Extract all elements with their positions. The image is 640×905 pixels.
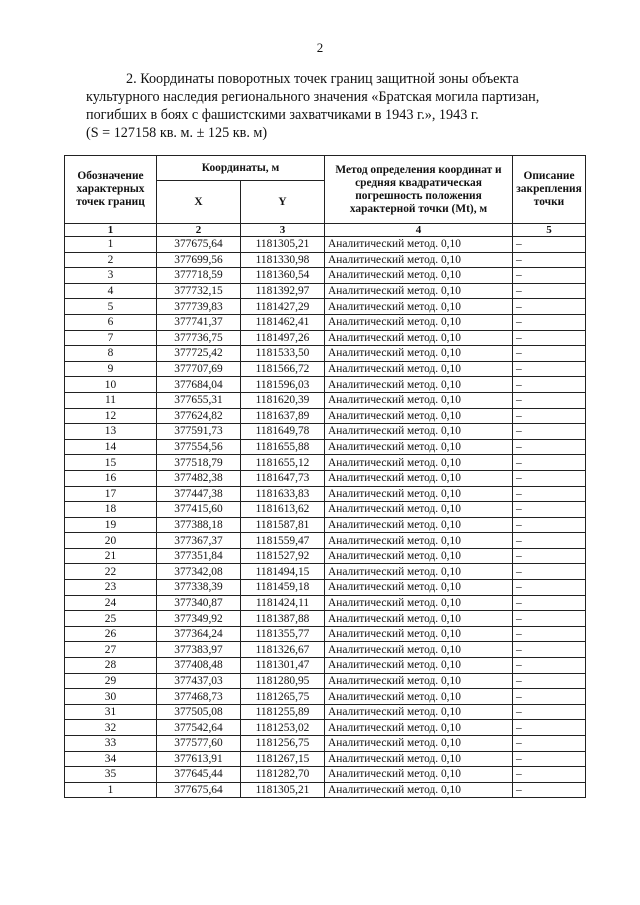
description-cell: – bbox=[513, 626, 586, 642]
y-cell: 1181392,97 bbox=[241, 283, 325, 299]
point-cell: 33 bbox=[65, 736, 157, 752]
x-cell: 377367,37 bbox=[157, 533, 241, 549]
point-cell: 30 bbox=[65, 689, 157, 705]
description-cell: – bbox=[513, 314, 586, 330]
table-row bbox=[65, 673, 586, 689]
heading-line-3: погибших в боях с фашистскими захватчиками в 1943 г.», 1943 г. bbox=[86, 107, 479, 123]
method-cell: Аналитический метод. 0,10 bbox=[325, 751, 513, 767]
x-cell: 377482,38 bbox=[157, 470, 241, 486]
point-cell: 24 bbox=[65, 595, 157, 611]
description-cell: – bbox=[513, 455, 586, 471]
description-cell: – bbox=[513, 408, 586, 424]
description-cell: – bbox=[513, 502, 586, 518]
x-cell: 377388,18 bbox=[157, 517, 241, 533]
point-cell: 35 bbox=[65, 767, 157, 783]
x-cell: 377725,42 bbox=[157, 346, 241, 362]
point-cell: 9 bbox=[65, 361, 157, 377]
y-cell: 1181305,21 bbox=[241, 237, 325, 253]
table-row bbox=[65, 767, 586, 783]
x-cell: 377340,87 bbox=[157, 595, 241, 611]
x-cell: 377408,48 bbox=[157, 658, 241, 674]
method-cell: Аналитический метод. 0,10 bbox=[325, 595, 513, 611]
method-cell: Аналитический метод. 0,10 bbox=[325, 268, 513, 284]
x-cell: 377645,44 bbox=[157, 767, 241, 783]
table-row bbox=[65, 533, 586, 549]
table-row bbox=[65, 548, 586, 564]
point-cell: 18 bbox=[65, 502, 157, 518]
x-cell: 377684,04 bbox=[157, 377, 241, 393]
point-cell: 3 bbox=[65, 268, 157, 284]
method-cell: Аналитический метод. 0,10 bbox=[325, 470, 513, 486]
description-cell: – bbox=[513, 564, 586, 580]
method-cell: Аналитический метод. 0,10 bbox=[325, 502, 513, 518]
x-cell: 377675,64 bbox=[157, 782, 241, 798]
header-x: X bbox=[157, 181, 241, 224]
x-cell: 377732,15 bbox=[157, 283, 241, 299]
description-cell: – bbox=[513, 470, 586, 486]
y-cell: 1181587,81 bbox=[241, 517, 325, 533]
point-cell: 26 bbox=[65, 626, 157, 642]
table-row bbox=[65, 580, 586, 596]
table-row bbox=[65, 736, 586, 752]
x-cell: 377338,39 bbox=[157, 580, 241, 596]
point-cell: 6 bbox=[65, 314, 157, 330]
column-number: 3 bbox=[241, 224, 325, 237]
point-cell: 1 bbox=[65, 237, 157, 253]
x-cell: 377554,56 bbox=[157, 439, 241, 455]
y-cell: 1181280,95 bbox=[241, 673, 325, 689]
x-cell: 377624,82 bbox=[157, 408, 241, 424]
x-cell: 377518,79 bbox=[157, 455, 241, 471]
x-cell: 377468,73 bbox=[157, 689, 241, 705]
description-cell: – bbox=[513, 424, 586, 440]
x-cell: 377739,83 bbox=[157, 299, 241, 315]
y-cell: 1181647,73 bbox=[241, 470, 325, 486]
table-row bbox=[65, 377, 586, 393]
x-cell: 377447,38 bbox=[157, 486, 241, 502]
method-cell: Аналитический метод. 0,10 bbox=[325, 704, 513, 720]
table-row bbox=[65, 720, 586, 736]
description-cell: – bbox=[513, 283, 586, 299]
point-cell: 13 bbox=[65, 424, 157, 440]
method-cell: Аналитический метод. 0,10 bbox=[325, 361, 513, 377]
point-cell: 10 bbox=[65, 377, 157, 393]
point-cell: 11 bbox=[65, 392, 157, 408]
point-cell: 12 bbox=[65, 408, 157, 424]
description-cell: – bbox=[513, 767, 586, 783]
x-cell: 377699,56 bbox=[157, 252, 241, 268]
y-cell: 1181265,75 bbox=[241, 689, 325, 705]
x-cell: 377613,91 bbox=[157, 751, 241, 767]
method-cell: Аналитический метод. 0,10 bbox=[325, 736, 513, 752]
header-method: Метод определения координат и средняя квадратическая погрешность положения характерной точки (Мt), м bbox=[325, 156, 513, 224]
point-cell: 34 bbox=[65, 751, 157, 767]
x-cell: 377351,84 bbox=[157, 548, 241, 564]
table-row bbox=[65, 439, 586, 455]
x-cell: 377505,08 bbox=[157, 704, 241, 720]
method-cell: Аналитический метод. 0,10 bbox=[325, 642, 513, 658]
table-body bbox=[65, 237, 586, 798]
description-cell: – bbox=[513, 782, 586, 798]
method-cell: Аналитический метод. 0,10 bbox=[325, 252, 513, 268]
heading-line-1: 2. Координаты поворотных точек границ защитной зоны объекта bbox=[126, 71, 519, 87]
method-cell: Аналитический метод. 0,10 bbox=[325, 533, 513, 549]
table-row bbox=[65, 658, 586, 674]
description-cell: – bbox=[513, 299, 586, 315]
y-cell: 1181655,88 bbox=[241, 439, 325, 455]
y-cell: 1181301,47 bbox=[241, 658, 325, 674]
y-cell: 1181613,62 bbox=[241, 502, 325, 518]
x-cell: 377591,73 bbox=[157, 424, 241, 440]
y-cell: 1181355,77 bbox=[241, 626, 325, 642]
point-cell: 22 bbox=[65, 564, 157, 580]
point-cell: 16 bbox=[65, 470, 157, 486]
method-cell: Аналитический метод. 0,10 bbox=[325, 439, 513, 455]
y-cell: 1181649,78 bbox=[241, 424, 325, 440]
point-cell: 5 bbox=[65, 299, 157, 315]
y-cell: 1181596,03 bbox=[241, 377, 325, 393]
method-cell: Аналитический метод. 0,10 bbox=[325, 548, 513, 564]
point-cell: 4 bbox=[65, 283, 157, 299]
method-cell: Аналитический метод. 0,10 bbox=[325, 564, 513, 580]
column-number: 1 bbox=[65, 224, 157, 237]
header-coordinates: Координаты, м bbox=[157, 156, 325, 181]
y-cell: 1181655,12 bbox=[241, 455, 325, 471]
method-cell: Аналитический метод. 0,10 bbox=[325, 782, 513, 798]
y-cell: 1181424,11 bbox=[241, 595, 325, 611]
y-cell: 1181494,15 bbox=[241, 564, 325, 580]
x-cell: 377741,37 bbox=[157, 314, 241, 330]
point-cell: 20 bbox=[65, 533, 157, 549]
table-row bbox=[65, 502, 586, 518]
table-row bbox=[65, 283, 586, 299]
table-row bbox=[65, 517, 586, 533]
header-designation: Обозначение характерных точек границ bbox=[65, 156, 157, 224]
y-cell: 1181527,92 bbox=[241, 548, 325, 564]
table-row bbox=[65, 626, 586, 642]
y-cell: 1181267,15 bbox=[241, 751, 325, 767]
method-cell: Аналитический метод. 0,10 bbox=[325, 517, 513, 533]
method-cell: Аналитический метод. 0,10 bbox=[325, 611, 513, 627]
point-cell: 19 bbox=[65, 517, 157, 533]
y-cell: 1181620,39 bbox=[241, 392, 325, 408]
point-cell: 29 bbox=[65, 673, 157, 689]
description-cell: – bbox=[513, 392, 586, 408]
point-cell: 7 bbox=[65, 330, 157, 346]
y-cell: 1181497,26 bbox=[241, 330, 325, 346]
y-cell: 1181566,72 bbox=[241, 361, 325, 377]
x-cell: 377707,69 bbox=[157, 361, 241, 377]
table-row bbox=[65, 689, 586, 705]
table-row bbox=[65, 330, 586, 346]
method-cell: Аналитический метод. 0,10 bbox=[325, 626, 513, 642]
x-cell: 377383,97 bbox=[157, 642, 241, 658]
coordinates-table bbox=[64, 155, 586, 798]
point-cell: 23 bbox=[65, 580, 157, 596]
table-row bbox=[65, 424, 586, 440]
y-cell: 1181462,41 bbox=[241, 314, 325, 330]
description-cell: – bbox=[513, 346, 586, 362]
description-cell: – bbox=[513, 658, 586, 674]
description-cell: – bbox=[513, 548, 586, 564]
x-cell: 377736,75 bbox=[157, 330, 241, 346]
description-cell: – bbox=[513, 330, 586, 346]
table-row bbox=[65, 408, 586, 424]
description-cell: – bbox=[513, 642, 586, 658]
table-row bbox=[65, 564, 586, 580]
point-cell: 27 bbox=[65, 642, 157, 658]
table-row bbox=[65, 346, 586, 362]
x-cell: 377542,64 bbox=[157, 720, 241, 736]
table-row bbox=[65, 704, 586, 720]
column-number: 5 bbox=[513, 224, 586, 237]
y-cell: 1181282,70 bbox=[241, 767, 325, 783]
table-row bbox=[65, 268, 586, 284]
point-cell: 21 bbox=[65, 548, 157, 564]
description-cell: – bbox=[513, 751, 586, 767]
description-cell: – bbox=[513, 673, 586, 689]
table-row bbox=[65, 782, 586, 798]
description-cell: – bbox=[513, 736, 586, 752]
y-cell: 1181330,98 bbox=[241, 252, 325, 268]
table-row bbox=[65, 392, 586, 408]
method-cell: Аналитический метод. 0,10 bbox=[325, 314, 513, 330]
y-cell: 1181387,88 bbox=[241, 611, 325, 627]
x-cell: 377415,60 bbox=[157, 502, 241, 518]
method-cell: Аналитический метод. 0,10 bbox=[325, 237, 513, 253]
method-cell: Аналитический метод. 0,10 bbox=[325, 455, 513, 471]
point-cell: 14 bbox=[65, 439, 157, 455]
y-cell: 1181533,50 bbox=[241, 346, 325, 362]
x-cell: 377675,64 bbox=[157, 237, 241, 253]
x-cell: 377342,08 bbox=[157, 564, 241, 580]
description-cell: – bbox=[513, 377, 586, 393]
method-cell: Аналитический метод. 0,10 bbox=[325, 658, 513, 674]
method-cell: Аналитический метод. 0,10 bbox=[325, 299, 513, 315]
table-row bbox=[65, 486, 586, 502]
point-cell: 25 bbox=[65, 611, 157, 627]
x-cell: 377577,60 bbox=[157, 736, 241, 752]
table-row bbox=[65, 751, 586, 767]
method-cell: Аналитический метод. 0,10 bbox=[325, 689, 513, 705]
x-cell: 377437,03 bbox=[157, 673, 241, 689]
method-cell: Аналитический метод. 0,10 bbox=[325, 424, 513, 440]
y-cell: 1181305,21 bbox=[241, 782, 325, 798]
y-cell: 1181255,89 bbox=[241, 704, 325, 720]
x-cell: 377655,31 bbox=[157, 392, 241, 408]
column-number: 4 bbox=[325, 224, 513, 237]
point-cell: 28 bbox=[65, 658, 157, 674]
table-row bbox=[65, 642, 586, 658]
y-cell: 1181253,02 bbox=[241, 720, 325, 736]
description-cell: – bbox=[513, 237, 586, 253]
column-number: 2 bbox=[157, 224, 241, 237]
section-heading bbox=[86, 70, 586, 142]
table-row bbox=[65, 361, 586, 377]
description-cell: – bbox=[513, 533, 586, 549]
description-cell: – bbox=[513, 704, 586, 720]
point-cell: 2 bbox=[65, 252, 157, 268]
table-row bbox=[65, 611, 586, 627]
table-row bbox=[65, 299, 586, 315]
table-row bbox=[65, 252, 586, 268]
description-cell: – bbox=[513, 517, 586, 533]
point-cell: 15 bbox=[65, 455, 157, 471]
description-cell: – bbox=[513, 252, 586, 268]
header-description: Описание закрепления точки bbox=[513, 156, 586, 224]
heading-line-2: культурного наследия регионального значения «Братская могила партизан, bbox=[86, 89, 540, 105]
y-cell: 1181326,67 bbox=[241, 642, 325, 658]
method-cell: Аналитический метод. 0,10 bbox=[325, 377, 513, 393]
x-cell: 377718,59 bbox=[157, 268, 241, 284]
y-cell: 1181559,47 bbox=[241, 533, 325, 549]
description-cell: – bbox=[513, 439, 586, 455]
y-cell: 1181637,89 bbox=[241, 408, 325, 424]
page-number: 2 bbox=[316, 40, 324, 55]
description-cell: – bbox=[513, 268, 586, 284]
description-cell: – bbox=[513, 486, 586, 502]
table-row bbox=[65, 314, 586, 330]
y-cell: 1181633,83 bbox=[241, 486, 325, 502]
description-cell: – bbox=[513, 720, 586, 736]
method-cell: Аналитический метод. 0,10 bbox=[325, 346, 513, 362]
description-cell: – bbox=[513, 361, 586, 377]
method-cell: Аналитический метод. 0,10 bbox=[325, 720, 513, 736]
point-cell: 31 bbox=[65, 704, 157, 720]
description-cell: – bbox=[513, 595, 586, 611]
table-row bbox=[65, 455, 586, 471]
x-cell: 377349,92 bbox=[157, 611, 241, 627]
method-cell: Аналитический метод. 0,10 bbox=[325, 408, 513, 424]
point-cell: 1 bbox=[65, 782, 157, 798]
method-cell: Аналитический метод. 0,10 bbox=[325, 767, 513, 783]
y-cell: 1181360,54 bbox=[241, 268, 325, 284]
header-y: Y bbox=[241, 181, 325, 224]
description-cell: – bbox=[513, 611, 586, 627]
description-cell: – bbox=[513, 689, 586, 705]
point-cell: 32 bbox=[65, 720, 157, 736]
y-cell: 1181427,29 bbox=[241, 299, 325, 315]
table-row bbox=[65, 470, 586, 486]
point-cell: 8 bbox=[65, 346, 157, 362]
heading-line-4: (S = 127158 кв. м. ± 125 кв. м) bbox=[86, 125, 268, 141]
method-cell: Аналитический метод. 0,10 bbox=[325, 330, 513, 346]
method-cell: Аналитический метод. 0,10 bbox=[325, 673, 513, 689]
table-row bbox=[65, 595, 586, 611]
method-cell: Аналитический метод. 0,10 bbox=[325, 392, 513, 408]
point-cell: 17 bbox=[65, 486, 157, 502]
description-cell: – bbox=[513, 580, 586, 596]
method-cell: Аналитический метод. 0,10 bbox=[325, 580, 513, 596]
y-cell: 1181459,18 bbox=[241, 580, 325, 596]
x-cell: 377364,24 bbox=[157, 626, 241, 642]
method-cell: Аналитический метод. 0,10 bbox=[325, 486, 513, 502]
method-cell: Аналитический метод. 0,10 bbox=[325, 283, 513, 299]
table-row bbox=[65, 237, 586, 253]
y-cell: 1181256,75 bbox=[241, 736, 325, 752]
